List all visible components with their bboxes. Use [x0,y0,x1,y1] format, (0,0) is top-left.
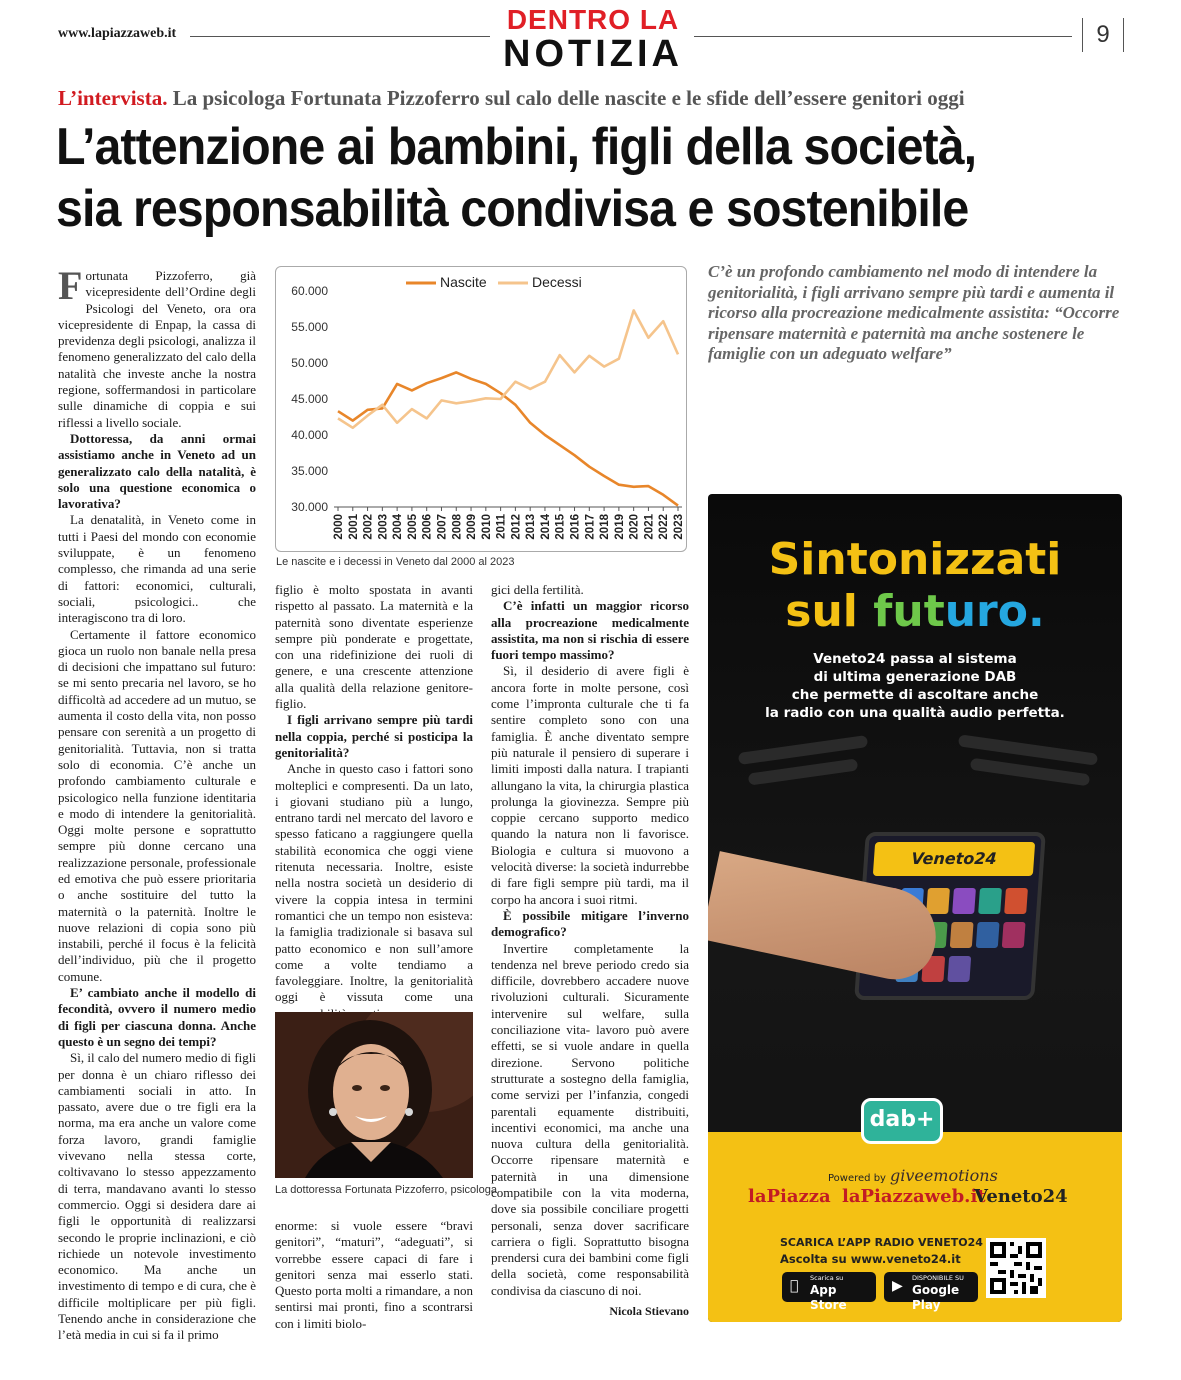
brand-veneto24: Veneto24 [974,1186,1068,1207]
play-icon: ▶ [892,1278,903,1294]
x-tick-label: 2012 [510,514,523,540]
ad-text-line: la radio con una qualità audio perfetta. [765,705,1065,721]
x-tick-label: 2022 [658,514,671,540]
giveemotions-logo: giveemotions [889,1166,998,1185]
masthead-top: DENTRO LA [506,4,680,35]
site-url[interactable]: www.lapiazzaweb.it [58,26,177,41]
x-tick-label: 2017 [584,514,597,540]
portrait-illustration [275,1012,473,1178]
chart-svg [276,267,688,553]
screen-tile [978,888,1002,914]
y-tick-label: 60.000 [291,284,328,298]
app-store-big: App Store [810,1283,847,1312]
x-tick-label: 2010 [480,514,493,540]
ad-title-line-2 [708,586,1122,638]
x-tick-label: 2004 [392,514,405,540]
x-tick-label: 2001 [347,514,360,540]
article-paragraph: Certamente il fattore economico gioca un ruolo non banale nella presa di decisioni che impattano sul futuro: se mi sento precaria nel lavoro, se ho difficoltà ad accedere ad un mutuo, se aumenta il costo della vita, non posso pensare con serenità a un progetto di genitorialità. Tuttavia, non si tratta solo di economia. C’è anche un profondo cambiamento culturale e psicologico nella funzione identitaria e modo di intendere la genitorialità. Oggi molte persone e soprattutto sempre più donne cercano una realizzazione personale, professionale ed emotiva che può essere prioritaria o anche sostituire del tutto la maternità o la paternità. Inoltre le nuove relazioni di copia sono più instabili, perché il focus è la felicità dell’individuo, più che il progetto comune. [58,626,256,984]
screen-tile [926,888,950,914]
masthead-bottom: NOTIZIA [503,33,683,75]
photo-caption: La dottoressa Fortunata Pizzoferro, psicologa [275,1184,497,1196]
app-store-small: Scarica su [810,1274,844,1282]
article-paragraph: ortunata Pizzoferro, già vicepresidente dell’Ordine degli Psicologi del Veneto, ora ora vicepresidente di Enpap, la cassa di previdenza degli psicologi, analizza il fenomeno generalizzato del calo della natalità che investe anche la nostra regione, soffermandosi in particolare sulle dinamiche di coppia e sui riflessi a livello sociale. [58,268,256,430]
portrait-photo [275,1012,473,1178]
article-paragraph: Sì, il calo del numero medio di figli per donna è un chiaro riflesso dei cambiamenti sociali in atto. In passato, avere due o tre figli era la norma, ma era anche un valore come forza lavoro, grandi famiglie vivevano nella stessa corte, coltivavano lo stesso appezzamento di terra, mandavano avanti lo stesso commercio. Oggi si desidera dare ai figli le opportunità di realizzarsi secondo le proprie inclinazioni, e ciò richiede un notevole investimento economico. Ma anche un investimento di tempo e di cura, che è difficile moltiplicare per più figli. Tenendo anche in considerazione che l’età media in cui si fa il primo [58,1050,256,1343]
screen-tile [950,922,974,948]
x-tick-label: 2011 [495,514,508,539]
y-tick-label: 40.000 [291,428,328,442]
google-play-small: DISPONIBILE SU [912,1274,964,1282]
x-tick-label: 2023 [673,514,685,540]
series-line-nascite [338,372,678,505]
apple-icon [790,1279,798,1293]
ad-text-line: di ultima generazione DAB [813,669,1017,685]
y-tick-label: 50.000 [291,356,328,370]
download-app-label: SCARICA L’APP RADIO VENETO24 [780,1236,983,1249]
qr-code[interactable] [986,1238,1046,1298]
screen-tile [1004,888,1028,914]
brand-lapiazza: laPiazza [748,1186,831,1207]
article-paragraph: Invertire completamente la tendenza nel breve periodo credo sia difficile, dovrebbero accadere nuove rivoluzioni culturali. Sicuramente intervenire sul welfare, sulla conciliazione vita- lavoro può avere effetti, se si vuole andare in quella direzione. Servono politiche strutturate a sostegno della famiglia, come servizi per l’infanzia, congedi parentali equamente distribuiti, incentivi economici, ma anche una nuova cultura della genitorialità. Occorre ripensare maternità e paternità in una dimensione compatibile con la vita moderna, dove sia possibile conciliare progetti personali, senza dover sacrificare carriera o figli. Soprattutto bisogna prendersi cura dei bambini come figli della società, come responsabilità condivisa da ciascuno di noi. [491,940,689,1298]
ad-text-line: Veneto24 passa al sistema [813,651,1017,667]
interview-question: C’è infatti un maggior ricorso alla procreazione medicalmente assistita, ma non si rischia di essere fuori tempo massimo? [491,598,689,663]
veneto24-advertisement[interactable] [708,494,1122,1322]
headline-line-1: L’attenzione ai bambini, figli della società, [56,118,977,176]
article-paragraph: La denatalità, in Veneto come in tutti i Paesi del mondo con economie sviluppate, è un fenomeno complesso, che rimanda ad una serie di fattori: economici, culturali, sociali, psicologici.. che interagiscono tra di loro. [58,512,256,626]
article-headline [56,116,1070,240]
y-tick-label: 55.000 [291,320,328,334]
pull-quote: C’è un profondo cambiamento nel modo di intendere la genitorialità, i figli arrivano sempre più tardi e aumenta il ricorso alla procreazione medicalmente assistita: “Occorre ripensare maternità e paternità ma anche sostenere le famiglie con un adeguato welfare” [708,262,1120,363]
ad-title [708,534,1122,638]
births-deaths-chart [275,266,687,552]
article-kicker [58,86,1128,111]
y-tick-label: 30.000 [291,500,328,514]
interview-question: Dottoressa, da anni ormai assistiamo anche in Veneto ad un generalizzato calo della natalità, è solo una questione economica o lavorativa? [58,430,256,512]
qr-code-icon [990,1242,1042,1294]
interview-question: I figli arrivano sempre più tardi nella coppia, perché si posticipa la genitorialità? [275,712,473,760]
article-column-3 [491,582,689,1319]
interview-question: È possibile mitigare l’inverno demografico? [491,907,689,940]
ad-title-uro: uro. [944,586,1045,637]
screen-tile [976,922,1000,948]
article-paragraph: gici della fertilità. [491,582,584,597]
article-column-2 [275,582,473,1022]
x-tick-label: 2008 [451,514,464,540]
brand-lapiazzaweb-logo [842,1186,986,1207]
x-tick-label: 2005 [406,514,419,540]
screen-brand-bar: Veneto24 [873,842,1035,876]
app-store-badge[interactable] [782,1272,876,1312]
x-tick-label: 2006 [421,514,434,540]
chart-caption: Le nascite e i decessi in Veneto dal 2000 al 2023 [276,556,515,568]
legend-label: Nascite [440,274,487,290]
brand-lapiazza-logo [748,1186,831,1207]
x-tick-label: 2019 [613,514,626,540]
header-rule-left [190,36,490,37]
article-column-1 [58,263,256,1344]
legend-label: Decessi [532,274,582,290]
article-paragraph: Sì, il desiderio di avere figli è ancora forte in molte persone, così come l’impronta culturale che ti fa sentire completo sono con una famiglia. È anche diventato sempre più naturale il pensiero di superare i limiti imposti dalla natura. I trapianti allungano la vita, la chirurgia plastica prolunga la giovinezza. Sempre più coppie cercano supporto medico quando la natura non li favorisce. Biologia e cultura si muovono a velocità diverse: la società indurrebbe di fare figli sempre più tardi, ma il corpo ha ancora i suoi ritmi. [491,663,689,907]
x-tick-label: 2016 [569,514,582,540]
article-paragraph: Anche in questo caso i fattori sono molteplici e compresenti. Da un lato, i giovani studiano più a lungo, entrano tardi nel mercato del lavoro e spesso faticano a raggiungere quella stabilità economica che oggi viene ritenuta necessaria. Inoltre, esiste nella nostra società un desiderio di vivere la coppia intesa in termini romantici che un tempo non esisteva: la famiglia tradizionale si basava sul patto economico e non sull’amore come a volte tendiamo a favoleggiare. Inoltre, la genitorialità oggi è vissuta come una [275,761,473,1005]
car-vent [748,758,859,785]
x-tick-label: 2013 [525,514,538,540]
x-tick-label: 2002 [362,514,375,540]
headline-line-2: sia responsabilità condivisa e sostenibile [56,180,969,238]
interview-question: E’ cambiato anche il modello di fecondità, ovvero il numero medio di figli per ciascuna donna. Anche questo è un segno dei tempi? [58,985,256,1049]
x-tick-label: 2020 [628,514,641,540]
google-play-badge[interactable] [884,1272,978,1312]
article-paragraph: figlio è molto spostata in avanti rispetto al passato. La maternità e la paternità sono diventate esperienze sempre più ponderate e progettate, con una ridefinizione dei ruoli di genere, e una crescente attenzione alla qualità della relazione genitore-figlio. [275,582,473,712]
powered-by [828,1166,998,1185]
screen-tile [952,888,976,914]
y-tick-label: 45.000 [291,392,328,406]
x-tick-label: 2021 [643,514,656,540]
x-tick-label: 2014 [539,514,552,540]
x-tick-label: 2000 [333,514,345,540]
screen-tile [947,956,971,982]
dab-logo: dab+ [861,1098,943,1144]
y-tick-label: 35.000 [291,464,328,478]
brand-lapiazzaweb: laPiazzaweb.it [842,1186,986,1207]
ad-title-line-1: Sintonizzati [768,534,1062,585]
article-paragraph: enorme: si vuole essere “bravi genitori”, “maturi”, “adeguati”, si vorrebbe essere capaci di fare i genitori senza mai esserlo stati. Questo porta molti a rimandare, a non sentirsi mai pronti, fino a scontrarsi con i limiti biolo- [275,1218,473,1331]
article-column-2-continued [275,1218,473,1332]
byline: Nicola Stievano [609,1304,689,1319]
header-rule-right [694,36,1072,37]
kicker-text: La psicologa Fortunata Pizzoferro sul calo delle nascite e le sfide dell’essere genitori oggi [172,86,965,110]
series-line-decessi [338,310,678,427]
page-number: 9 [1082,18,1124,52]
kicker-label: L’intervista. [58,86,168,110]
masthead-logo [494,6,692,80]
x-tick-label: 2015 [554,514,567,540]
x-tick-label: 2009 [466,514,479,540]
listen-url[interactable]: Ascolta su www.veneto24.it [780,1252,961,1266]
x-tick-label: 2003 [377,514,390,540]
powered-by-label: Powered by [828,1173,886,1184]
ad-title-fut: fut [873,586,945,637]
ad-title-sul: sul [785,586,858,637]
x-tick-label: 2018 [599,514,612,540]
x-tick-label: 2007 [436,514,449,540]
ad-text-line: che permette di ascoltare anche [791,687,1039,703]
ad-description [738,650,1092,722]
brand-veneto24-logo [974,1186,1068,1207]
google-play-big: Google Play [912,1283,960,1312]
drop-cap: F [58,263,83,308]
screen-tile [1002,922,1026,948]
